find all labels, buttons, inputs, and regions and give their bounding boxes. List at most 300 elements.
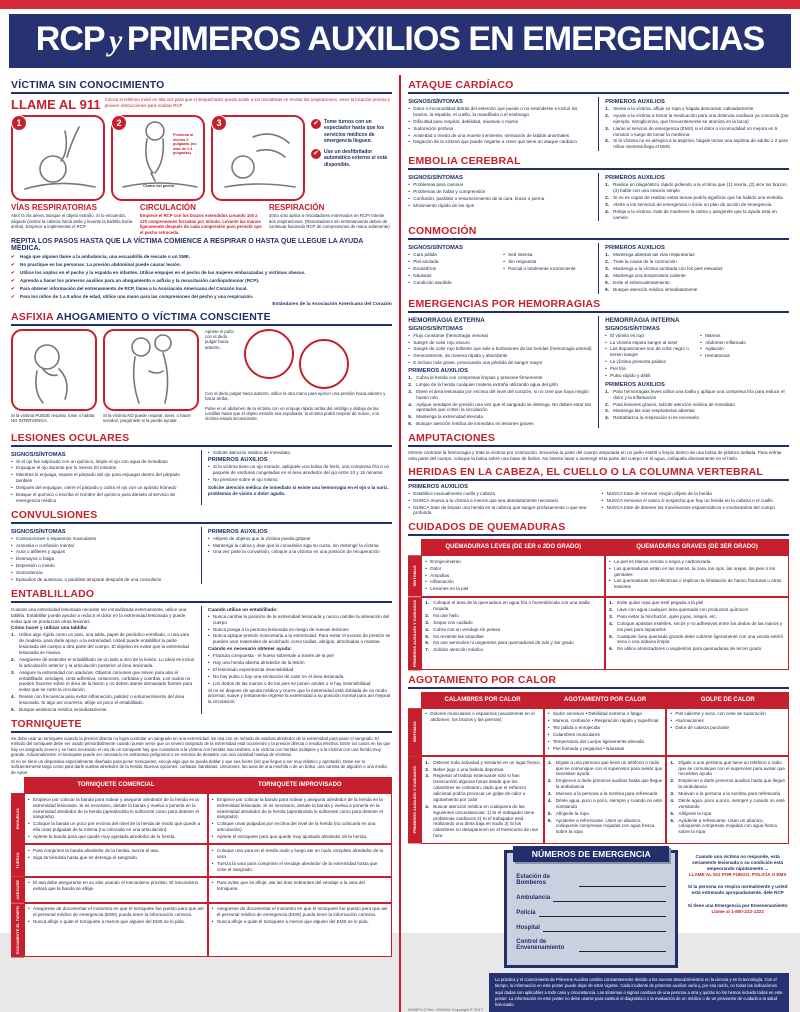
section-conmocion	[408, 225, 789, 293]
divider	[201, 450, 202, 505]
section-title: VÍCTIMA SIN CONOCIMIENTO	[11, 79, 392, 94]
section-quemaduras	[408, 521, 789, 670]
list-item: ✔ Para obtener información del entrenamiento de RCP, llame a la Asociación Americana del Corazón local.	[11, 286, 392, 292]
use-list	[208, 614, 392, 645]
firstaid-subhead: PRIMEROS AUXILIOS	[605, 99, 665, 105]
row-label: PRIMEROS AUXILIOS Y CUIDADOS	[408, 597, 421, 670]
list-item: • Si la víctima tiene un ojo morado, aplíquele una bolsa de hielo, una compresa fría o un paquete de verduras congeladas en el área alrededor del ojo entre 10 y 15 minutos	[208, 464, 392, 476]
list-item: Dénle agua, poco a poco, siempre y cuando no esté vomitando	[555, 797, 663, 809]
list-item: Lave con agua cualquier área quemada con productos químicos	[617, 607, 748, 612]
list-item: • Siga torciéndola hasta que se detenga el sangrado.	[28, 855, 204, 861]
aha-standards-note: Estándares de la Asociación Americana del Corazón	[272, 301, 392, 307]
how-to-title: Cómo hacer y utilizar una tablilla:	[11, 626, 88, 632]
list-item: • Sudoración profusa	[408, 126, 592, 132]
list-item: • El lesionado experimenta insensibilidad	[208, 667, 392, 673]
bystander-checklist	[311, 115, 392, 201]
list-item: Coloque apósitos estériles, secos y no adhesivos entre los dedos de las manos y los pies para separarlos	[617, 620, 783, 632]
compression-depth-annotation: Presiona al menos 2 pulgadas (no más de 2.4 pulgadas)	[173, 133, 197, 156]
list-item: Ayúdenle a refrescarse. Usen un abanico, colóquenle compresas mojadas con agua fresca sobre la ropa	[555, 817, 655, 835]
emergency-number-field	[516, 939, 666, 952]
divider	[598, 243, 599, 293]
list-item: • Confusión, parálisis o entumecimiento de la cara, brazo o pierna	[408, 196, 592, 202]
fill-in-line	[553, 894, 666, 902]
call-911-red-text: LLAME AL 911 POR FUEGO, POLICÍA O EMS	[688, 872, 787, 878]
firstaid-subhead: PRIMEROS AUXILIOS	[408, 483, 468, 490]
field-label: Control de Envenenamiento	[516, 938, 565, 952]
section-title: CONMOCIÓN	[408, 225, 789, 240]
list-item: • Dolores musculares o espasmos (usualmente en el abdomen, los brazos y las piernas)	[425, 711, 540, 723]
list-item: Dígale a una persona que tiene un teléfono o radio que se comunique con el supervisor para avisar que necesitan ayuda	[555, 759, 663, 777]
list-item: Asegúrese de extender el entablillado de un lado a otro de la lesión. Lo ideal es incluir la articulación anterior y la articulación posterior al área lesionada.	[19, 656, 195, 668]
list-item: Revise con frecuencia para evitar inflamación, palidez o entumecimiento del área lesionada. Si algo así ocurriera, afloje un poco el entablillado.	[19, 694, 185, 706]
list-item: • Después del enjuague, cierre el párpado y cubra el ojo con un apósito húmedo	[11, 485, 195, 491]
signs-subhead: SIGNOS/SÍNTOMAS	[11, 451, 66, 458]
repeat-steps-heading: REPITA LOS PASOS HASTA QUE LA VÍCTIMA COMIENCE A RESPIRAR O HASTA QUE LLEGUE LA AYUDA MÉDICA.	[11, 238, 364, 253]
column-divider	[399, 75, 402, 1012]
list-item: • NUNCA mueva a la víctima a menos que sea absolutamente necesario	[408, 498, 595, 504]
heimlich-illustration	[105, 331, 197, 409]
list-item: • Dolor	[425, 566, 601, 572]
abc-text: Abrir la vía aérea. Busque el objeto extraño. Si lo encuentra, sáquelo (incline la cabeza hacia atrás y levante la barbilla hacia arriba). Empiece a implementar el RCP	[11, 213, 133, 230]
abc-title: CIRCULACIÓN	[139, 203, 196, 212]
list-item: • Dolor o incomodidad detrás del esternón que puede o no extenderse e incluir los brazos, la espalda, el cuello, la mandíbula o el estómago	[408, 106, 592, 118]
section-asfixia	[11, 311, 392, 428]
field-label: Policía	[516, 910, 536, 917]
section-title: HERIDAS EN LA CABEZA, EL CUELLO O LA COLUMNA VERTEBRAL	[408, 466, 789, 481]
external-bleeding-title: HEMORRAGIA EXTERNA	[408, 316, 485, 324]
list-item: • El asa debe asegurarse en su sitio usando el mecanismo provisto. El mecanismo evitará que la banda se afloje.	[28, 880, 204, 892]
step-number-badge: 3	[211, 115, 227, 131]
section-title: ATAQUE CARDÍACO	[408, 79, 789, 94]
emergency-numbers-box	[504, 850, 678, 968]
section-ataque-cardiaco	[408, 79, 789, 151]
step-number-badge: 2	[111, 115, 127, 131]
list-item: Alerte a los servicios de emergencia o inicie un plan de acción de emergencia	[613, 201, 772, 207]
list-item: • Hay una herida abierta alrededor de la lesión	[208, 660, 392, 666]
list-item: Solicite atención médica	[433, 647, 483, 653]
signs-subhead: SIGNOS/SÍNTOMAS	[408, 325, 463, 332]
emergency-number-field	[516, 874, 666, 887]
list-item: • Abdomen inflamado	[700, 340, 789, 346]
call-911-side-note: Cuando una víctima no responde, está seriamente lesionada o su condición está empeorando rápidamente ... LLAME AL 911 POR FUEGO, POLICÍA O EMS Si la persona no respira normalmente y usted está entrenado apropiadamente, dele RCP Si tiene una Emergencia por Envenenamiento Llame al 1-800-222-1222	[687, 853, 788, 914]
list-item: • Para evitar que se afloje, ate las tiras sobrantes del vendaje a la vara del torniquete.	[212, 880, 388, 892]
abc-text: ¡Esto solo aplica a rescatadores entrenados en RCP! Intente dos respiraciones. (Rescatadores sin entrenamiento deben de continuar haciendo RCP de compresiones de mano solamente)	[268, 213, 390, 230]
list-item: • Problemas de habla y comprensión	[408, 189, 592, 195]
list-item: • Enrojecimiento	[425, 559, 601, 565]
row-label: SÍNTOMAS	[408, 708, 421, 756]
left-column	[11, 75, 392, 1012]
cpr-step-3-panel	[211, 115, 305, 201]
list-item: • NUNCA trate de remover ningún objeto de la herida	[602, 491, 789, 497]
center-of-chest-label: Centro del pecho	[143, 184, 175, 189]
signs-subhead: SIGNOS/SÍNTOMAS	[408, 99, 463, 105]
abc-columns	[11, 203, 392, 235]
tourniquet-table	[11, 777, 392, 957]
list-item: • Sangre de color rojo brillante que sale a borbotones de las heridas (hemorragia arterial)	[408, 346, 592, 352]
firstaid-subhead: PRIMEROS AUXILIOS	[605, 381, 665, 388]
list-item: • E incluso más grave, provocando una pérdida de sangre mayor	[408, 360, 592, 366]
list-item: • Las quemaduras están en las manos, la cara, los ojos, las orejas, los pies o los genitales	[609, 566, 785, 578]
top-red-strip	[0, 0, 800, 9]
list-item: • Empiece por colocar la banda para rodear y asegurar alrededor de la herida en la extremidad lesionada. Si es necesario, desate la banda y vuelva a ponerla en la extremidad alrededor de la herida (apretándola lo suficiente como para detener el sangrado).	[28, 797, 204, 821]
list-item: Regresar al trabajo extenuante solo si han transcurrido algunas horas desde que los calambres se calmaron, dado que el esfuerzo adicional podría provocar un golpe de calor o agotamiento por calor	[433, 773, 527, 802]
list-item: • Si el ojo fue salpicado con un químico, limpie el ojo con agua de inmediato	[11, 459, 195, 465]
cpr-step-3-illustration	[213, 117, 303, 199]
divider	[201, 606, 202, 714]
signs-subhead: SIGNOS/SÍNTOMAS	[11, 528, 66, 535]
list-item: • Alucinaciones	[670, 718, 785, 724]
list-item: Eleve el área lesionada por encima del nivel del corazón, si no cree que haya ningún hueso roto	[416, 388, 589, 400]
section-entablillado	[11, 588, 392, 714]
heimlich-panel	[103, 329, 199, 411]
section-title: TORNIQUETE	[11, 718, 392, 733]
list-item: • Nunca ponga a la persona lesionada en riesgo de nuevas lesiones	[208, 627, 392, 633]
row-label: ASEGURE	[11, 877, 24, 903]
list-item: Cubra con un vendaje sin pelusa	[433, 626, 501, 632]
firstaid-subhead: PRIMEROS AUXILIOS	[605, 175, 665, 182]
seek-care-lead: • Solicite atención médica de inmediato.	[208, 450, 392, 456]
list-item: • Calambres musculares	[548, 732, 663, 738]
internal-bleeding-title: HEMORRAGIA INTERNA	[605, 316, 680, 324]
section-title: ENTABLILLADO	[11, 588, 392, 603]
list-item: • Para comprimir la banda alrededor de la herida, tuerza el asa.	[28, 848, 204, 854]
list-item: • NUNCA trate de detener los movimientos espasmódicos e involuntarios del cuerpo	[602, 505, 789, 511]
list-item: • Aura o alfileres y agujas	[11, 549, 195, 555]
list-item: • Hematomas	[700, 353, 789, 359]
poster-title-rest: PRIMEROS AUXILIOS EN EMERGENCIAS	[126, 20, 765, 58]
list-item: • Lesiones en la piel	[425, 586, 601, 592]
row-label: TUERZA	[11, 844, 24, 877]
choking-victim-illustration	[13, 331, 95, 409]
emergency-number-field	[516, 924, 666, 932]
list-item: Empiecen a darle primeros auxilios hasta que llegue la ambulancia	[555, 778, 663, 790]
medical-attention-note: Solicite atención médica de inmediato si existe una hemorragia en el ojo o la nariz, problemas de visión o dolor agudo.	[207, 485, 389, 497]
fist-illustration	[244, 329, 294, 379]
thumb-note: Con el dedo pulgar hacia adentro, utilice la otra mano para ejercer una presión hacia adentro y hacia arriba.	[205, 390, 386, 401]
firstaid-list	[208, 536, 392, 556]
list-item: ✔ No practique en las personas. La presión abdominal puede causar lesión.	[11, 262, 392, 268]
abc-column	[140, 203, 263, 235]
section-agotamiento-calor	[408, 674, 789, 844]
checkmark-icon: ✔	[311, 119, 321, 129]
list-item: Muevan a la persona a la sombra para refrescarla	[678, 791, 781, 797]
choking-victim-panel	[11, 329, 97, 411]
list-item: • Estabilice manualmente cuello y cabeza	[408, 491, 595, 497]
abc-column	[269, 203, 392, 235]
list-item: Llame al servicio de emergencia (EMS) si el dolor o incomodidad no mejora en 5 minutos o luego de tomar la medicina	[613, 125, 778, 137]
list-item: • Depresión o miedo	[11, 563, 195, 569]
list-item: Cualquier área quemada grande debe cubrirse ligeramente con una venda estéril seca o una sábana limpia	[617, 633, 783, 645]
list-item: • La piel es blanca cerosa o negra y carbonizada	[609, 559, 785, 565]
right-column	[408, 75, 789, 1012]
poster-title: RCP	[35, 20, 105, 58]
list-item: • Episodios de ausencia, o parálisis temporal después de una convulsión	[11, 577, 195, 583]
list-item: • Problemas para caminar	[408, 182, 592, 188]
column-header: AGOTAMIENTO POR CALOR	[544, 692, 667, 708]
cpr-step-1-illustration	[13, 117, 103, 199]
list-item: • No hay pulso o hay una sensación de calor en el área lesionada	[208, 674, 392, 680]
list-item: • Empiece por colocar la banda para rodear y asegurar alrededor de la herida en la extremidad lesionada. Si es necesario, desate la banda y vuelva a ponerla en la extremidad alrededor de la herida (apretándola lo suficiente como para detener el sangrado).	[212, 797, 388, 821]
list-item: • Temperatura del cuerpo ligeramente elevada	[548, 739, 663, 745]
section-heridas-cabeza	[408, 466, 789, 518]
section-title: EMBOLIA CEREBRAL	[408, 155, 789, 170]
list-item: • Contracciones o espasmos musculares	[11, 536, 195, 542]
list-item: • Nunca afloje o quite el torniquete a menos que alguien del EMS se lo pida.	[28, 919, 204, 925]
list-item: • Dolor de cabeza punzante	[670, 725, 785, 731]
list-item: Evite el sobrecalentamiento	[613, 279, 670, 285]
list-item: • Piel fría	[605, 366, 694, 372]
row-label: DOCUMENTE EL TIEMPO	[11, 903, 24, 957]
step-number-badge: 1	[11, 115, 27, 131]
list-item: • No presione sobre el ojo mismo.	[208, 477, 392, 483]
list-item: • Parcial o totalmente inconsciente	[503, 266, 592, 272]
cpr-step-1-panel	[11, 115, 105, 201]
list-item: Mantenga a la víctima tumbada con los pies elevados	[613, 266, 723, 272]
list-item: • Mientras lo enjuaga, separe el párpado del ojo para enjuagar dentro del párpado también	[11, 472, 195, 484]
list-item: ✔ Use un desfibrilador automático externo si está disponible.	[311, 149, 392, 168]
list-item: Relaje a la víctima, trate de mantener la calma y asegúrele que la ayuda está en camino	[613, 208, 777, 220]
cpr-note: Si la persona no respira normalmente y usted está entrenado apropiadamente, dele RCP	[687, 884, 788, 896]
section-title: AGOTAMIENTO POR CALOR	[408, 674, 789, 689]
field-label: Estación de Bomberos	[516, 873, 550, 887]
list-item: Muevan a la persona a la sombra para refrescarla	[555, 791, 658, 797]
firstaid-subhead: PRIMEROS AUXILIOS	[207, 528, 268, 535]
divider	[201, 527, 202, 584]
emergency-number-fields	[516, 874, 666, 952]
list-item: • Coloque una vara en el medio nudo y luego ate un nudo completo alrededor de la vara.	[212, 848, 388, 860]
column-header: QUEMADURAS GRAVES (DE 3ER GRADO)	[605, 539, 789, 555]
abc-title: RESPIRACIÓN	[268, 203, 325, 212]
list-item: • La víctima esputa sangre al toser	[605, 340, 694, 346]
splint-steps	[11, 632, 195, 712]
list-item: • Sed intensa	[503, 252, 592, 258]
list-item: Ayude a la víctima a tomar la medicación para una dolencia cardíaca ya conocida (por ejemplo, nitroglicerina, que frecuentemente se atomiza en la boca)	[613, 112, 789, 124]
list-item: Aflójenle la ropa	[678, 810, 712, 816]
list-item: • Fractura compuesta - el hueso sobresale a través de la piel	[208, 653, 392, 659]
section-lesiones-oculares	[11, 432, 392, 505]
emergency-number-field	[516, 894, 666, 902]
section-title: EMERGENCIAS POR HEMORRAGIAS	[408, 298, 789, 313]
section-title: CONVULSIONES	[11, 509, 392, 524]
list-item: • Cara pálida	[408, 252, 497, 258]
list-item: • Sin respuesta	[503, 259, 592, 265]
section-hemorragias	[408, 298, 789, 428]
divider	[598, 173, 599, 221]
field-label: Hospital	[516, 925, 540, 932]
list-item: • Sudor excesivo • Debilidad extrema o fatiga	[548, 711, 663, 717]
list-item: Mantenga las vías respiratorias abiertas	[613, 408, 695, 414]
list-item: • Inflamación	[425, 579, 601, 585]
list-item: • Mareos, confusión • Respiración rápida y superficial	[548, 718, 663, 724]
list-item: Seque con cuidado	[433, 619, 473, 625]
abdomen-note: Pulse en el abdomen de la víctima con un empuje rápido arriba del ombligo y debajo de las costillas hasta que el objeto extraño sea expulsado, la víctima podrá respirar de nuevo, o la víctima estará inconsciente.	[205, 405, 379, 422]
list-item: Si la víctima no es alérgica a la aspirina, hágale tomar una aspirina de adulto o 2 para niños mientras llega el EMS	[613, 138, 788, 150]
call-911-label: LLAME AL 911	[11, 97, 101, 112]
firstaid-list	[208, 464, 392, 483]
poster-title-banner	[9, 14, 791, 68]
list-item: Aflójenle la ropa	[555, 810, 589, 816]
emergency-number-field	[516, 909, 666, 917]
list-item: • Escalofríos	[408, 266, 497, 272]
tourniquet-intro-2: Si no se tiene un dispositivo especialmente diseñado para poner torniquetes, escoja algo que se pueda doblar y que sea fuerte (sin que llegue a ser muy elástico y apretado). Debe ser lo suficientemente largo como para darle vueltas alrededor de la herida. Buenas opciones: corbatas, bandanas, cinturones, las asas de una mochila o de un bolso, una camisa de algodón o una media de nylon.	[11, 758, 387, 775]
list-item: • Las deposiciones son de color negro o tienen sangre	[605, 346, 694, 358]
list-item: Restablezca la respiración si es necesario	[613, 415, 699, 421]
burns-table	[408, 539, 789, 670]
list-item: Limpie de la herida cualquier materia extraña utilizando agua del grifo	[416, 381, 558, 387]
section-title: LESIONES OCULARES	[11, 432, 392, 447]
list-item: No use hielo	[433, 612, 459, 618]
list-item: Trate la causa de la conmoción	[613, 259, 677, 265]
signs-subhead: SIGNOS/SÍNTOMAS	[408, 175, 463, 182]
abc-text: Empiece el RCP con los brazos extendidos creando 100 a 120 compresiones forzadas por minuto. Levante las manos ligeramente después de cada compresión para permitir que el pecho retroceda.	[139, 213, 262, 235]
poster-title-y: y	[109, 24, 123, 57]
list-item: Para lesiones graves, solicite atención médica de inmediato	[613, 401, 735, 407]
list-item: No reviente las ampollas	[433, 633, 484, 639]
list-item: • Generalmente, de manera rápida y abundante	[408, 353, 592, 359]
list-item: Cubra la herida con compresas limpias y presione firmemente	[416, 375, 543, 380]
legal-disclaimer: La práctica y el conocimiento de Primeros Auxilios cambia constantemente debido a los nuevos descubrimientos en la ciencia y en la tecnología. Con el tiempo, la información en este poster puede dejar de estar vigente. Cada incidente de primeros auxilios varía y, por esa razón, no todas las indicaciones aquí dadas son aplicables a todo caso y circunstancia. Los síntomas o signos cambian de una persona a otra y quizás no los hemos incluido todos en este poster. La información en este poster no debe usarse para sustituir el diagnóstico o la evaluación de un médico o de un proveedor de cuidado a la salud licenciado.	[489, 973, 789, 1012]
section-torniquete	[11, 718, 392, 957]
section-victima-sin-conocimiento	[11, 79, 392, 307]
column-header: GOLPE DE CALOR	[666, 692, 789, 708]
list-item: ✔ Utilice los soplos en el pecho y la espalda en infantes. Utilice empujes en el pecho de las mujeres embarazadas y víctimas obesas.	[11, 270, 392, 276]
fill-in-line	[579, 944, 666, 952]
section-convulsiones	[11, 509, 392, 584]
list-item: Busque atención médica inmediatamente	[613, 286, 698, 292]
use-title: Cuando utilice un entablillado:	[207, 607, 278, 613]
cpr-step-2-panel	[111, 115, 205, 201]
list-item: • Busque el químico o escriba el nombre del químico para dárselo al servicio de emergencia médica	[11, 492, 195, 504]
list-item: Siente a la víctima, afloje su ropa y hágala descansar calmadamente	[613, 106, 754, 111]
list-item: • Coloque la banda un poco por encima del nivel de la herida de modo que quede a ella unas pulgadas de la misma (no colocada en una articulación).	[28, 821, 204, 833]
list-item: Dígale a una persona que tiene un teléfono o radio que se comunique con el supervisor para avisar que necesitan ayuda	[678, 759, 785, 777]
list-item: • Apriete la banda para que quede muy ajustada alrededor de la herida.	[28, 834, 204, 840]
list-item: • Una vez pase la convulsión, coloque a la víctima en una posición de recuperación	[208, 549, 392, 555]
list-item: • Aléjese de objetos que la víctima pueda golpear	[208, 536, 392, 542]
list-item: Empiecen a darle primeros auxilios hasta que llegue la ambulancia	[678, 778, 785, 790]
signs-list	[11, 536, 195, 583]
cpr-checklist	[11, 254, 392, 299]
list-item: Coloque el área de la quemadura en agua fría o humedézcala con una toalla mojada	[433, 600, 590, 611]
list-item: • Mantenga la calma y deje que la convulsión siga su curso, sin restringir la víctima	[208, 543, 392, 549]
list-item: • Ampollas	[425, 573, 601, 579]
list-item: Para hemorragias leves utilice una toalla y aplique una compresa fría para reducir el dolor y la inflamación	[613, 388, 785, 400]
section-embolia-cerebral	[408, 155, 789, 221]
section-title: ASFIXIA AHOGAMIENTO O VÍCTIMA CONSCIENTE	[11, 311, 392, 326]
list-item: ✔ Para los niños de 1 a 8 años de edad, utilice una mano para las compresiones del pecho y una respiración.	[11, 294, 392, 300]
list-item: Mantenga una temperatura caliente	[613, 273, 686, 278]
poison-control-number: Llame al 1-800-222-1222	[711, 908, 764, 914]
call-911-note: Coloca el teléfono móvil en alta voz para que el despachador pueda asistir a los rescatistas en revisar las respiraciones, tener la locación precisa y proveer instrucciones para realizar RCP	[104, 97, 391, 108]
abc-title: VÍAS RESPIRATORIAS	[11, 203, 97, 212]
list-item: Asegure la extremidad con ataduras. Objetos comunes que sirven para atar el entablillado: vendajes, cinta adhesiva, cinturones, corbatas y cuerdas. Los nudos no pueden hacerse sobre el área de la lesión y no deben atarse demasiado fuertes para evitar que se corte la circulación.	[19, 669, 193, 693]
list-item: • Tuerza la vara para comprimir el vendaje alrededor de la extremidad hasta que cese el sangrado.	[212, 861, 388, 873]
divider	[598, 97, 599, 151]
list-item: • Pulso rápido y débil	[605, 373, 694, 379]
list-item: • Nunca cambie la posición de la extremidad lesionada y nunca cambie la alineación del cuerpo	[208, 614, 392, 626]
help-list	[208, 653, 392, 686]
section-amputaciones	[408, 432, 789, 462]
list-item: • Nunca aplique presión innecesaria a la extremidad. Para evitar el exceso de presión se pueden usar materiales de acolchado como toallas, abrigos, almohadas o mantas.	[208, 633, 392, 645]
list-item: • Coloque unas pulgadas por encima del nivel de la herida (no colocarla en una articulación).	[212, 821, 388, 833]
list-item: ✔ Aprenda a hacer los primeros auxilios para un ahogamiento o asfixia y la resucitación cardiopulmonar (RCP).	[11, 278, 392, 284]
list-item: Busque asistencia médica inmediatamente.	[19, 706, 108, 712]
list-item: • Piel húmeda y pegajosa • Náuseas	[548, 746, 663, 752]
list-item: Mantenga la extremidad elevada	[416, 414, 483, 420]
list-item: • Enjuague el ojo durante por lo menos 20 minutos	[11, 465, 195, 471]
help-title: Cuándo es necesario obtener ayuda:	[207, 647, 292, 653]
list-item: • Asegúrese de documentar el momento en que el torniquete fue puesto para que así el personal médico de emergencia (EMS) pueda tener la información correcta.	[28, 906, 204, 918]
list-item: Aplique vendajes de presión una vez que el sangrado se detenga. No deben estar tan apretados que corten la circulación	[416, 401, 592, 413]
signs-subhead: SIGNOS/SÍNTOMAS	[605, 325, 660, 332]
splint-intro: Cuando una extremidad lesionada necesite ser inmovilizada externamente, utilice una tablilla. Entablillar puede ayudar a reducir el dolor en la extremidad lesionada y puede evitar que se produzcan otras lesiones.	[11, 606, 187, 624]
list-item: • Piel azulada	[408, 259, 497, 265]
amputations-text: Intente controlar la hemorragia y trate la víctima por conmoción. Envuelva la parte del cuerpo amputada en un paño estéril o limpio dentro de una bolsa de plástico sellada. Para enfriar esta parte del cuerpo, coloque la bolsa sobre una base de hielos. No intente lavar o sumergir esta parte del cuerpo en el agua, colóquela directamente en el hielo.	[408, 450, 782, 461]
list-item: • NUNCA trate de limpiar una herida en la cabeza que sangre profusamente o que sea profunda	[408, 505, 595, 517]
list-item: • Sangre de color rojo oscuro	[408, 340, 592, 346]
list-item: • La víctima presenta palidez	[605, 359, 694, 365]
section-title: AMPUTACIONES	[408, 432, 789, 447]
list-item: Utilice algo rígido como un palo, una tabla, papel de periódico enrollado, o una vara de madera, para darle apoyo a la extremidad. Usted puede entablillar la parte lesionada del cuerpo a otra parte del cuerpo. El objetivo es evitar que la extremidad lesionada se mueva.	[19, 632, 190, 656]
emergency-numbers-title: NÚMEROS DE EMERGENCIA	[513, 846, 669, 862]
list-item: Mantenga abiertas las vías respiratorias	[613, 252, 695, 258]
list-item: • Agitación	[700, 346, 789, 352]
fill-in-line	[579, 879, 666, 887]
list-item: • Negación de la víctima que puede negarse a creer que tiene un ataque cardíaco	[408, 139, 592, 145]
list-item: • Flujo constante (hemorragia venosa)	[408, 333, 592, 339]
list-item: • Nunca afloje o quite el torniquete a menos que alguien del EMS se lo pida.	[212, 919, 388, 925]
splint-closing: Si no se dispone de ayuda médica y ocurre que la extremidad está doblada de un modo anormal, suave y lentamente regrese la extremidad a su posición normal para así mejorar la circulación.	[207, 687, 391, 705]
list-item: • Náuseas	[408, 273, 497, 279]
list-item: • Amnesia o confusión mental	[11, 543, 195, 549]
list-item: Ayúdenle a refrescarse. Usen un abanico, colóquenle compresas mojadas con agua fresca sobre la ropa	[678, 817, 777, 835]
list-item: Evite quitar ropa que esté pegada a la piel	[617, 600, 704, 606]
row-label: ENVUELVA	[11, 793, 24, 844]
list-item: • Tez pálida o enrojecida	[548, 725, 663, 731]
list-item: Busque atención médica de inmediato en lesiones graves	[416, 421, 534, 427]
list-item: Si no es capaz de realizar estas tareas podría significar que ha habido una embolia	[613, 194, 783, 200]
column-header: TORNIQUETE COMERCIAL	[24, 777, 208, 793]
list-item: • Somnolencia	[11, 570, 195, 576]
list-item: • Condición aturdida	[408, 280, 497, 286]
list-item: • Ansiedad o miedo de una muerte inminente, sensación de latidos anormales	[408, 133, 592, 139]
caption: Si la víctima NO puede respirar, toser, o hacer sonidos, pregúntele si la puede ayudar.	[103, 412, 191, 423]
caption: Si la víctima PUEDE respirar, toser o hablar, NO INTERVENGA.	[11, 412, 96, 423]
firstaid-subhead: PRIMEROS AUXILIOS	[408, 368, 468, 374]
list-item: • Dificultad para respirar, debilidad, náuseas o mareo	[408, 119, 592, 125]
checkmark-icon: ✔	[311, 149, 321, 159]
signs-subhead: SIGNOS/SÍNTOMAS	[408, 245, 463, 252]
list-item: • Apriete el torniquete para que quede muy ajustado alrededor de la herida.	[212, 834, 388, 840]
row-label: SÍNTOMAS	[408, 555, 421, 596]
list-item: • El vómito es rojo	[605, 333, 694, 339]
list-item: Realice un diagnóstico rápido pidiendo a la víctima que (1) sonría, (2) alce los brazos, (3) hable con una oración simple	[613, 182, 788, 193]
list-item: Detener toda actividad y sentarse en un lugar fresco	[433, 759, 540, 765]
list-item: • Asegúrese de documentar el momento en que el torniquete fue puesto para que así el personal médico de emergencia (EMS) pueda tener la información correcta.	[212, 906, 388, 918]
list-item: Beber jugo o una bebida deportiva	[433, 766, 504, 772]
firstaid-subhead: PRIMEROS AUXILIOS	[207, 457, 268, 464]
tourniquet-intro-1: Se debe usar un torniquete cuando la presión directa no logra controlar un sangrado en una extremidad. Se usa con un método de atadura alrededor de la extremidad para parar el sangrado. El método del torniquete debe ser usado primordialmente cuando puede verse que un severo sangrado de la extremidad está ocurriendo y la presión directa o resulta efectiva. Entre los casos en los que hay un sangrado severo y se hace necesario el uso de un torniquete hay que considerar a la víctima con heridas inaccesibles, a la víctima con heridas múltiples y a la víctima con una herida muy grande. Adicionalmente, el torniquete puede ser necesario en ambientes peligrosos o en eventos de desastre con una cantidad masiva de víctimas.	[11, 735, 391, 758]
field-label: Ambulancia	[516, 895, 551, 902]
list-item: No use aerosoles ni ungüentos para quemaduras de 2do y 3er grado	[433, 640, 574, 646]
hand-press-illustration	[299, 339, 349, 389]
list-item: • Movimiento rápido de los ojos	[408, 203, 592, 209]
list-item: • Piel caliente y seca, con cese de sudoración	[670, 711, 785, 717]
list-item: ✔ Haga que alguien llame a la ambulancia, una escuadrilla de rescate o un SME.	[11, 254, 392, 260]
list-item: ✔ Tome turnos con un espectador hasta que los servicios médicos de emergencia lleguen.	[311, 119, 392, 144]
firstaid-subhead: PRIMEROS AUXILIOS	[605, 245, 665, 252]
list-item: • Mareos	[700, 333, 789, 339]
